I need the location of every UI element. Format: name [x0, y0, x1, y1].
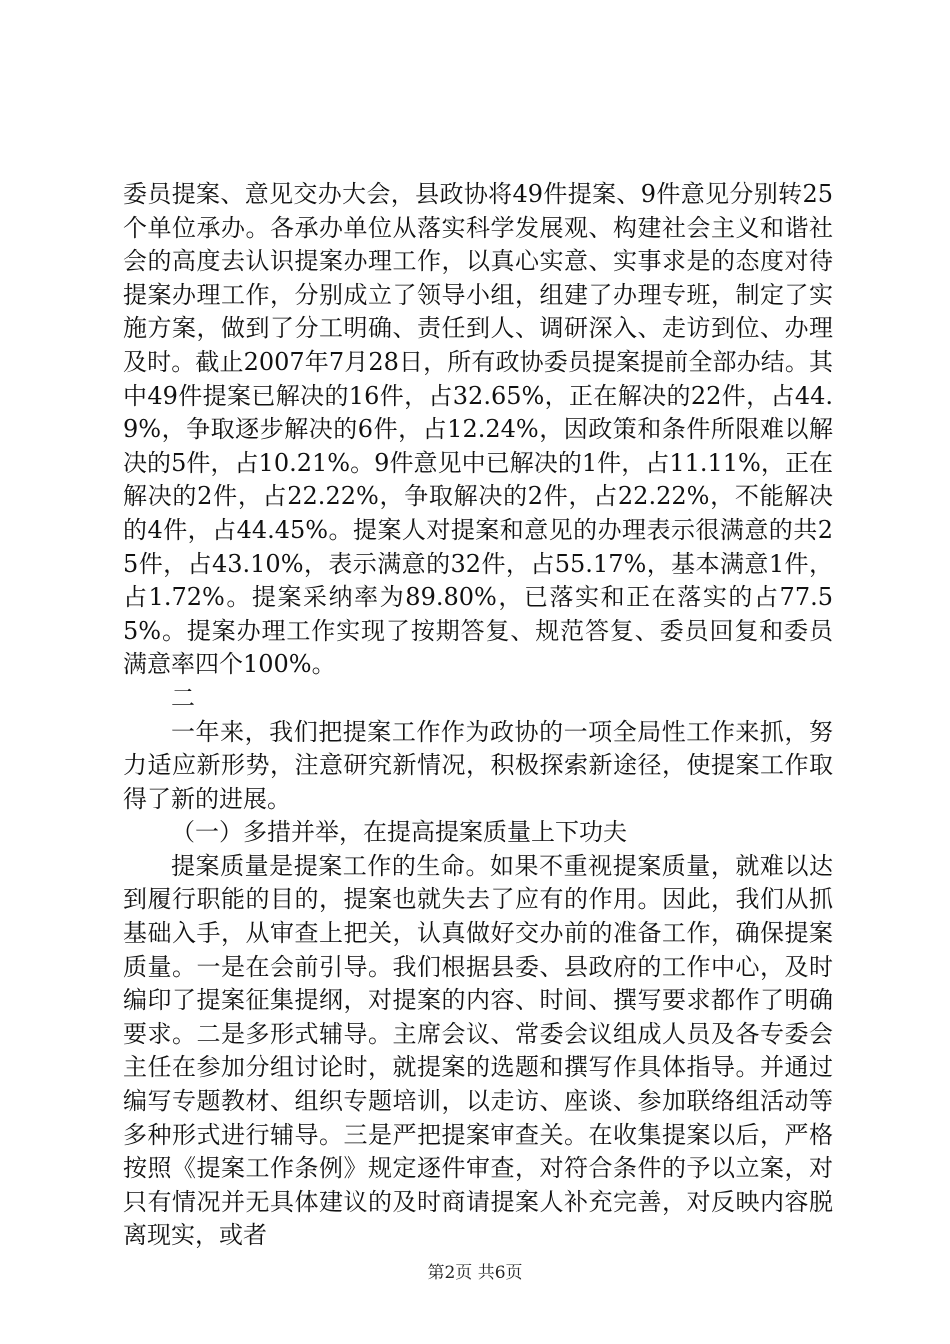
document-body: [123, 178, 833, 1253]
subsection-heading-1: （一）多措并举，在提高提案质量上下功夫: [171, 818, 627, 847]
paragraph-year-overview: 一年来，我们把提案工作作为政协的一项全局性工作来抓，努力适应新形势，注意研究新情况，积极探索新途径，使提案工作取得了新的进展。: [123, 717, 833, 813]
page-footer: [0, 1258, 950, 1283]
section-number-two: 二: [171, 683, 195, 712]
paragraph-proposal-quality: 提案质量是提案工作的生命。如果不重视提案质量，就难以达到履行职能的目的，提案也就失去了应有的作用。因此，我们从抓基础入手，从审查上把关，认真做好交办前的准备工作，确保提案质量。一是在会前引导。我们根据县委、县政府的工作中心，及时编印了提案征集提纲，对提案的内容、时间、撰写要求都作了明确要求。二是多形式辅导。主席会议、常委会议组成人员及各专委会主任在参加分组讨论时，就提案的选题和撰写作具体指导。并通过编写专题教材、组织专题培训，以走访、座谈、参加联络组活动等多种形式进行辅导。三是严把提案审查关。在收集提案以后，严格按照《提案工作条例》规定逐件审查，对符合条件的予以立案，对只有情况并无具体建议的及时商请提案人补充完善，对反映内容脱离现实，或者: [123, 851, 833, 1250]
paragraph-proposal-handling-results: 委员提案、意见交办大会，县政协将49件提案、9件意见分别转25个单位承办。各承办单位从落实科学发展观、构建社会主义和谐社会的高度去认识提案办理工作，以真心实意、实事求是的态度对待提案办理工作，分别成立了领导小组，组建了办理专班，制定了实施方案，做到了分工明确、责任到人、调研深入、走访到位、办理及时。截止2007年7月28日，所有政协委员提案提前全部办结。其中49件提案已解决的16件，占32.65%，正在解决的22件，占44.9%，争取逐步解决的6件，占12.24%，因政策和条件所限难以解决的5件，占10.21%。9件意见中已解决的1件，占11.11%，正在解决的2件，占22.22%，争取解决的2件，占22.22%，不能解决的4件，占44.45%。提案人对提案和意见的办理表示很满意的共25件，占43.10%，表示满意的32件，占55.17%，基本满意1件，占1.72%。提案采纳率为89.80%，已落实和正在落实的占77.55%。提案办理工作实现了按期答复、规范答复、委员回复和委员满意率四个100%。: [123, 180, 833, 679]
page-number: 第2页 共6页: [427, 1263, 523, 1283]
